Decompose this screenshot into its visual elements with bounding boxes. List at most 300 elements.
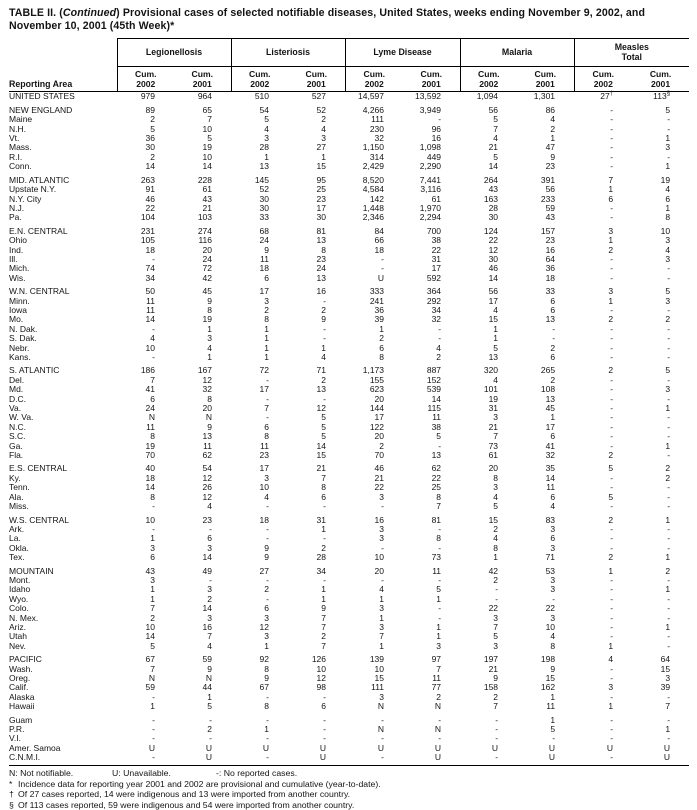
value-cell: 1 <box>665 514 671 525</box>
value-cell: - <box>152 523 155 534</box>
value-cell: 3 <box>608 682 614 693</box>
value-cell: 122 <box>369 421 385 432</box>
value-cell: - <box>610 714 614 725</box>
table-row <box>9 623 689 632</box>
value-cell: 13 <box>259 161 269 172</box>
value-cell: 4 <box>608 654 614 665</box>
value-cell: - <box>209 714 212 725</box>
table-row <box>9 195 689 204</box>
value-cell: - <box>381 501 385 512</box>
value-cell: 30 <box>259 202 269 213</box>
footnote-marker: † <box>609 91 614 98</box>
value-cell: 7 <box>321 621 327 632</box>
value-cell: 3 <box>207 584 212 595</box>
value-cell: 39 <box>374 314 385 325</box>
value-cell: 3 <box>665 253 671 264</box>
value-cell: 3 <box>379 691 385 702</box>
value-cell: N <box>377 724 385 735</box>
value-cell: 97 <box>431 654 442 665</box>
value-cell: 3 <box>321 133 327 144</box>
table-row <box>9 274 689 283</box>
value-cell: 292 <box>426 295 442 306</box>
value-cell: - <box>610 431 614 442</box>
row-label: Del. <box>9 374 25 385</box>
value-cell: 7 <box>207 114 212 125</box>
value-cell: 1 <box>321 584 327 595</box>
value-cell: - <box>667 421 671 432</box>
value-cell: 31 <box>431 253 442 264</box>
value-cell: 116 <box>198 235 212 246</box>
value-cell: 1,970 <box>419 202 442 213</box>
value-cell: 11 <box>146 304 155 315</box>
value-cell: 7 <box>379 631 385 642</box>
value-cell: 592 <box>426 272 442 283</box>
value-cell: - <box>610 104 614 115</box>
value-cell: 1 <box>665 552 671 563</box>
value-cell: 3 <box>379 621 385 632</box>
value-cell: 2 <box>321 114 327 125</box>
value-cell: 19 <box>660 174 671 185</box>
value-cell: 163 <box>483 193 499 204</box>
value-cell: 5 <box>665 286 671 297</box>
table-row <box>9 395 689 404</box>
value-cell: - <box>152 724 155 735</box>
value-cell: 3,116 <box>420 184 442 195</box>
value-cell: 142 <box>369 193 385 204</box>
value-cell: 17 <box>431 263 442 274</box>
value-cell: 2 <box>665 472 671 483</box>
row-label: W.S. CENTRAL <box>9 514 69 525</box>
value-cell: - <box>495 733 499 744</box>
value-cell: - <box>610 574 614 585</box>
value-cell: 45 <box>545 403 556 414</box>
value-cell: 1 <box>264 352 269 362</box>
table-row <box>9 576 689 585</box>
cum-year-header: Cum. 2001 <box>632 66 689 92</box>
value-cell: - <box>667 342 671 353</box>
value-cell: 1,448 <box>362 202 385 213</box>
value-cell: 11 <box>146 295 155 306</box>
value-cell: 1 <box>321 593 327 604</box>
table-row <box>9 642 689 651</box>
value-cell: 2 <box>150 151 155 162</box>
value-cell: - <box>610 142 614 153</box>
value-cell: 7 <box>321 472 327 483</box>
value-cell: 3 <box>207 333 212 344</box>
value-cell: 6 <box>264 603 269 614</box>
value-cell: - <box>667 631 671 642</box>
table-row <box>9 525 689 534</box>
value-cell: - <box>667 431 671 442</box>
value-cell: 10 <box>202 123 212 134</box>
value-cell: - <box>610 304 614 315</box>
value-cell: 8 <box>665 212 671 223</box>
value-cell: - <box>552 593 556 604</box>
value-cell: 18 <box>145 472 155 483</box>
value-cell: 6 <box>550 352 556 362</box>
value-cell: 124 <box>483 225 499 236</box>
value-cell: 7 <box>493 123 499 134</box>
value-cell: - <box>610 612 614 623</box>
value-cell: 4 <box>264 491 269 502</box>
value-cell: 9 <box>264 244 269 255</box>
cum-year-header: Cum. 2001 <box>517 66 574 92</box>
value-cell: 52 <box>316 104 327 115</box>
value-cell: 1 <box>150 593 155 604</box>
value-cell: 13 <box>202 431 212 442</box>
value-cell: - <box>495 593 499 604</box>
table-row <box>9 162 689 171</box>
value-cell: - <box>610 123 614 134</box>
value-cell: 4 <box>436 342 442 353</box>
value-cell: - <box>667 374 671 385</box>
row-label: E.N. CENTRAL <box>9 225 68 236</box>
value-cell: 4 <box>550 501 556 512</box>
value-cell: 49 <box>202 565 212 576</box>
value-cell: 5 <box>321 412 327 423</box>
value-cell: 24 <box>259 235 269 246</box>
value-cell: 20 <box>374 431 385 442</box>
value-cell: 26 <box>202 482 212 493</box>
value-cell: U <box>377 272 385 283</box>
value-cell: 27 <box>316 142 327 153</box>
value-cell: 41 <box>145 384 155 395</box>
value-cell: U <box>517 753 574 765</box>
value-cell: 167 <box>197 365 212 376</box>
cum-year-header: Cum. 2002 <box>117 66 174 92</box>
value-cell: 4 <box>379 584 385 595</box>
value-cell: 1 <box>436 631 442 642</box>
value-cell: 30 <box>259 193 269 204</box>
value-cell: 6 <box>321 491 327 502</box>
value-cell: - <box>667 612 671 623</box>
row-label: Md. <box>9 384 24 395</box>
value-cell: 2 <box>550 342 556 353</box>
value-cell: 1 <box>665 584 671 595</box>
value-cell: 1 <box>665 724 671 735</box>
value-cell: 274 <box>197 225 212 236</box>
value-cell: - <box>266 501 269 512</box>
value-cell: 3 <box>207 542 212 553</box>
row-label: S.C. <box>9 431 26 442</box>
value-cell: 1 <box>379 593 385 604</box>
footnotes <box>9 768 689 810</box>
value-cell: 3 <box>379 603 385 614</box>
value-cell: 5 <box>150 640 155 651</box>
table-row <box>9 585 689 594</box>
value-cell: 5 <box>493 114 499 125</box>
value-cell: - <box>610 403 614 414</box>
value-cell: 8 <box>264 701 269 712</box>
value-cell: - <box>610 333 614 344</box>
value-cell: 2 <box>493 574 499 585</box>
value-cell: 1,173 <box>362 365 385 376</box>
value-cell: 8 <box>264 431 269 442</box>
column-group-header: Malaria <box>460 38 574 66</box>
value-cell: 4 <box>207 640 212 651</box>
row-label: Minn. <box>9 295 30 306</box>
value-cell: U <box>403 753 460 765</box>
value-cell: 155 <box>369 374 385 385</box>
value-cell: 1 <box>264 640 269 651</box>
value-cell: 14 <box>316 440 327 451</box>
value-cell: 8 <box>436 533 442 544</box>
value-cell: 887 <box>426 365 442 376</box>
value-cell: 1 <box>608 640 614 651</box>
value-cell: - <box>610 374 614 385</box>
value-cell: - <box>667 304 671 315</box>
footnote <box>9 779 689 789</box>
value-cell: 2 <box>665 314 671 325</box>
value-cell: 2 <box>264 304 269 315</box>
value-cell: - <box>667 593 671 604</box>
value-cell: - <box>667 151 671 162</box>
table-row <box>9 153 689 162</box>
value-cell: 16 <box>431 133 442 144</box>
table-body <box>9 92 689 765</box>
value-cell: - <box>610 352 614 362</box>
value-cell: 18 <box>374 244 385 255</box>
value-cell: U <box>262 742 269 753</box>
value-cell: 13 <box>431 450 442 461</box>
table-row <box>9 614 689 623</box>
table-row <box>9 134 689 143</box>
table-row <box>9 483 689 492</box>
value-cell: - <box>152 714 155 725</box>
row-label: Mo. <box>9 314 24 325</box>
value-cell: 2 <box>207 593 212 604</box>
value-cell: 1 <box>665 621 671 632</box>
table-row <box>9 172 689 185</box>
value-cell: - <box>610 263 614 274</box>
value-cell: 5 <box>665 104 671 115</box>
row-label: Ind. <box>9 244 24 255</box>
value-cell: 6 <box>550 431 556 442</box>
value-cell: 24 <box>202 253 212 264</box>
value-cell: 25 <box>431 482 442 493</box>
table-row <box>9 702 689 711</box>
table-row <box>9 413 689 422</box>
value-cell: - <box>610 472 614 483</box>
value-cell: 3 <box>550 612 556 623</box>
footnote-symbol: * <box>9 778 13 789</box>
value-cell: - <box>667 123 671 134</box>
value-cell: 40 <box>145 463 155 474</box>
value-cell: - <box>438 440 442 451</box>
value-cell: 5 <box>321 431 327 442</box>
value-cell: 20 <box>202 403 212 414</box>
table-row <box>9 297 689 306</box>
table-row <box>9 665 689 674</box>
value-cell: 31 <box>488 403 499 414</box>
value-cell: 1 <box>207 323 212 334</box>
table-row <box>9 725 689 734</box>
value-cell: 72 <box>202 263 212 274</box>
value-cell: 104 <box>140 212 155 223</box>
row-label: C.N.M.I. <box>9 753 117 765</box>
value-cell: - <box>667 482 671 493</box>
value-cell: 25 <box>316 184 327 195</box>
row-label: Ariz. <box>9 621 26 632</box>
title-text: ) Provisional cases of selected notifiable diseases, United States, weeks ending November 9, 2002, and November 10, 2001 (45th Week)* <box>9 7 646 33</box>
row-label: Wis. <box>9 272 26 283</box>
value-cell: 3 <box>550 523 556 534</box>
column-group-header: Listeriosis <box>231 38 345 66</box>
value-cell: 139 <box>369 654 385 665</box>
value-cell: 33 <box>545 286 556 297</box>
row-label: N. Mex. <box>9 612 39 623</box>
value-cell: - <box>438 574 442 585</box>
footnote <box>9 789 689 799</box>
value-cell: 4 <box>493 533 499 544</box>
value-cell: 6 <box>608 193 614 204</box>
value-cell: 15 <box>488 514 499 525</box>
value-cell: 61 <box>431 193 442 204</box>
value-cell: 4 <box>493 304 499 315</box>
value-cell: 264 <box>483 174 499 185</box>
value-cell: U <box>288 753 345 765</box>
value-cell: 6 <box>321 701 327 712</box>
value-cell: 7 <box>207 631 212 642</box>
value-cell: 8 <box>493 472 499 483</box>
table-row <box>9 712 689 725</box>
value-cell: 17 <box>374 412 385 423</box>
value-cell: 230 <box>369 123 385 134</box>
value-cell: - <box>610 584 614 595</box>
value-cell: 10 <box>202 151 212 162</box>
value-cell: 231 <box>140 225 155 236</box>
value-cell: 1 <box>665 133 671 144</box>
value-cell: N <box>148 673 155 683</box>
value-cell: 86 <box>545 104 556 115</box>
row-label: MOUNTAIN <box>9 565 54 576</box>
value-cell: 22 <box>545 603 556 614</box>
value-cell: 59 <box>545 202 556 213</box>
value-cell: - <box>266 593 269 604</box>
value-cell: 7,441 <box>419 174 442 185</box>
value-cell: - <box>323 393 327 404</box>
row-label: P.R. <box>9 724 25 735</box>
value-cell: 6 <box>665 193 671 204</box>
table-row <box>9 125 689 134</box>
table-row <box>9 604 689 613</box>
value-cell: 364 <box>426 286 442 297</box>
value-cell: - <box>667 533 671 544</box>
value-cell: 20 <box>202 244 212 255</box>
value-cell: - <box>667 491 671 502</box>
value-cell: 5 <box>665 365 671 376</box>
value-cell: - <box>610 133 614 144</box>
value-cell: 13 <box>545 314 556 325</box>
value-cell: 103 <box>197 212 212 223</box>
value-cell: 18 <box>259 263 269 274</box>
value-cell: 9 <box>550 663 556 674</box>
value-cell: 14 <box>145 482 155 493</box>
value-cell: 6 <box>379 342 385 353</box>
value-cell: 17 <box>316 202 327 213</box>
value-cell: 12 <box>259 621 269 632</box>
value-cell: 1 <box>264 323 269 334</box>
value-cell: 65 <box>202 104 212 115</box>
value-cell: 34 <box>316 565 327 576</box>
value-cell: 73 <box>488 440 499 451</box>
value-cell: 50 <box>145 286 155 297</box>
footnote-text: Of 113 cases reported, 59 were indigenous and 54 were imported from another country. <box>18 799 355 810</box>
value-cell: 59 <box>202 654 212 665</box>
value-cell: 98 <box>316 682 327 693</box>
row-label: La. <box>9 533 21 544</box>
row-label: W. Va. <box>9 412 34 423</box>
value-cell: 105 <box>140 235 155 246</box>
value-cell: N <box>377 701 385 712</box>
value-cell: - <box>381 542 385 553</box>
value-cell: 64 <box>660 654 671 665</box>
row-label: Fla. <box>9 450 24 461</box>
row-label: Calif. <box>9 682 29 693</box>
value-cell: 979 <box>140 91 155 102</box>
value-cell: 45 <box>202 286 212 297</box>
value-cell: 8 <box>264 314 269 325</box>
value-cell: 162 <box>540 682 556 693</box>
table-row <box>9 92 689 102</box>
value-cell: 12 <box>202 472 212 483</box>
value-cell: 44 <box>202 682 212 693</box>
value-cell: 10 <box>259 482 269 493</box>
value-cell: 2 <box>150 612 155 623</box>
value-cell: - <box>266 691 269 702</box>
table-row <box>9 442 689 451</box>
row-label: Va. <box>9 403 22 414</box>
value-cell: 3 <box>608 286 614 297</box>
value-cell: 2 <box>550 123 556 134</box>
row-label: S. Dak. <box>9 333 37 344</box>
value-cell: 15 <box>660 663 671 674</box>
value-cell: 38 <box>431 235 442 246</box>
value-cell: 46 <box>145 193 155 204</box>
value-cell: - <box>610 603 614 614</box>
value-cell: 1 <box>150 701 155 712</box>
value-cell: 23 <box>545 235 556 246</box>
value-cell: 9 <box>321 603 327 614</box>
legend-row <box>9 768 689 778</box>
value-cell: - <box>381 253 385 264</box>
value-cell: 1 <box>665 161 671 172</box>
value-cell: - <box>323 323 327 334</box>
value-cell: 9 <box>264 552 269 563</box>
legend-item: N: Not notifiable. <box>9 767 74 778</box>
value-cell: 4 <box>665 244 671 255</box>
row-label: Vt. <box>9 133 20 144</box>
value-cell: 13 <box>488 352 499 362</box>
value-cell: 2,290 <box>419 161 442 172</box>
row-label: Alaska <box>9 691 35 702</box>
table-row <box>9 102 689 115</box>
value-cell: U <box>491 742 499 753</box>
value-cell: 39 <box>660 682 671 693</box>
value-cell: 8 <box>321 244 327 255</box>
value-cell: 3 <box>665 673 671 683</box>
value-cell: 7 <box>608 174 614 185</box>
value-cell: 18 <box>259 514 269 525</box>
value-cell: 4 <box>550 631 556 642</box>
title-continued: Continued <box>62 7 117 19</box>
value-cell: N <box>205 412 212 423</box>
row-label: N.J. <box>9 202 25 213</box>
value-cell: 17 <box>488 295 499 306</box>
value-cell: - <box>667 714 671 725</box>
value-cell: - <box>152 691 155 702</box>
row-label: Hawaii <box>9 701 35 712</box>
